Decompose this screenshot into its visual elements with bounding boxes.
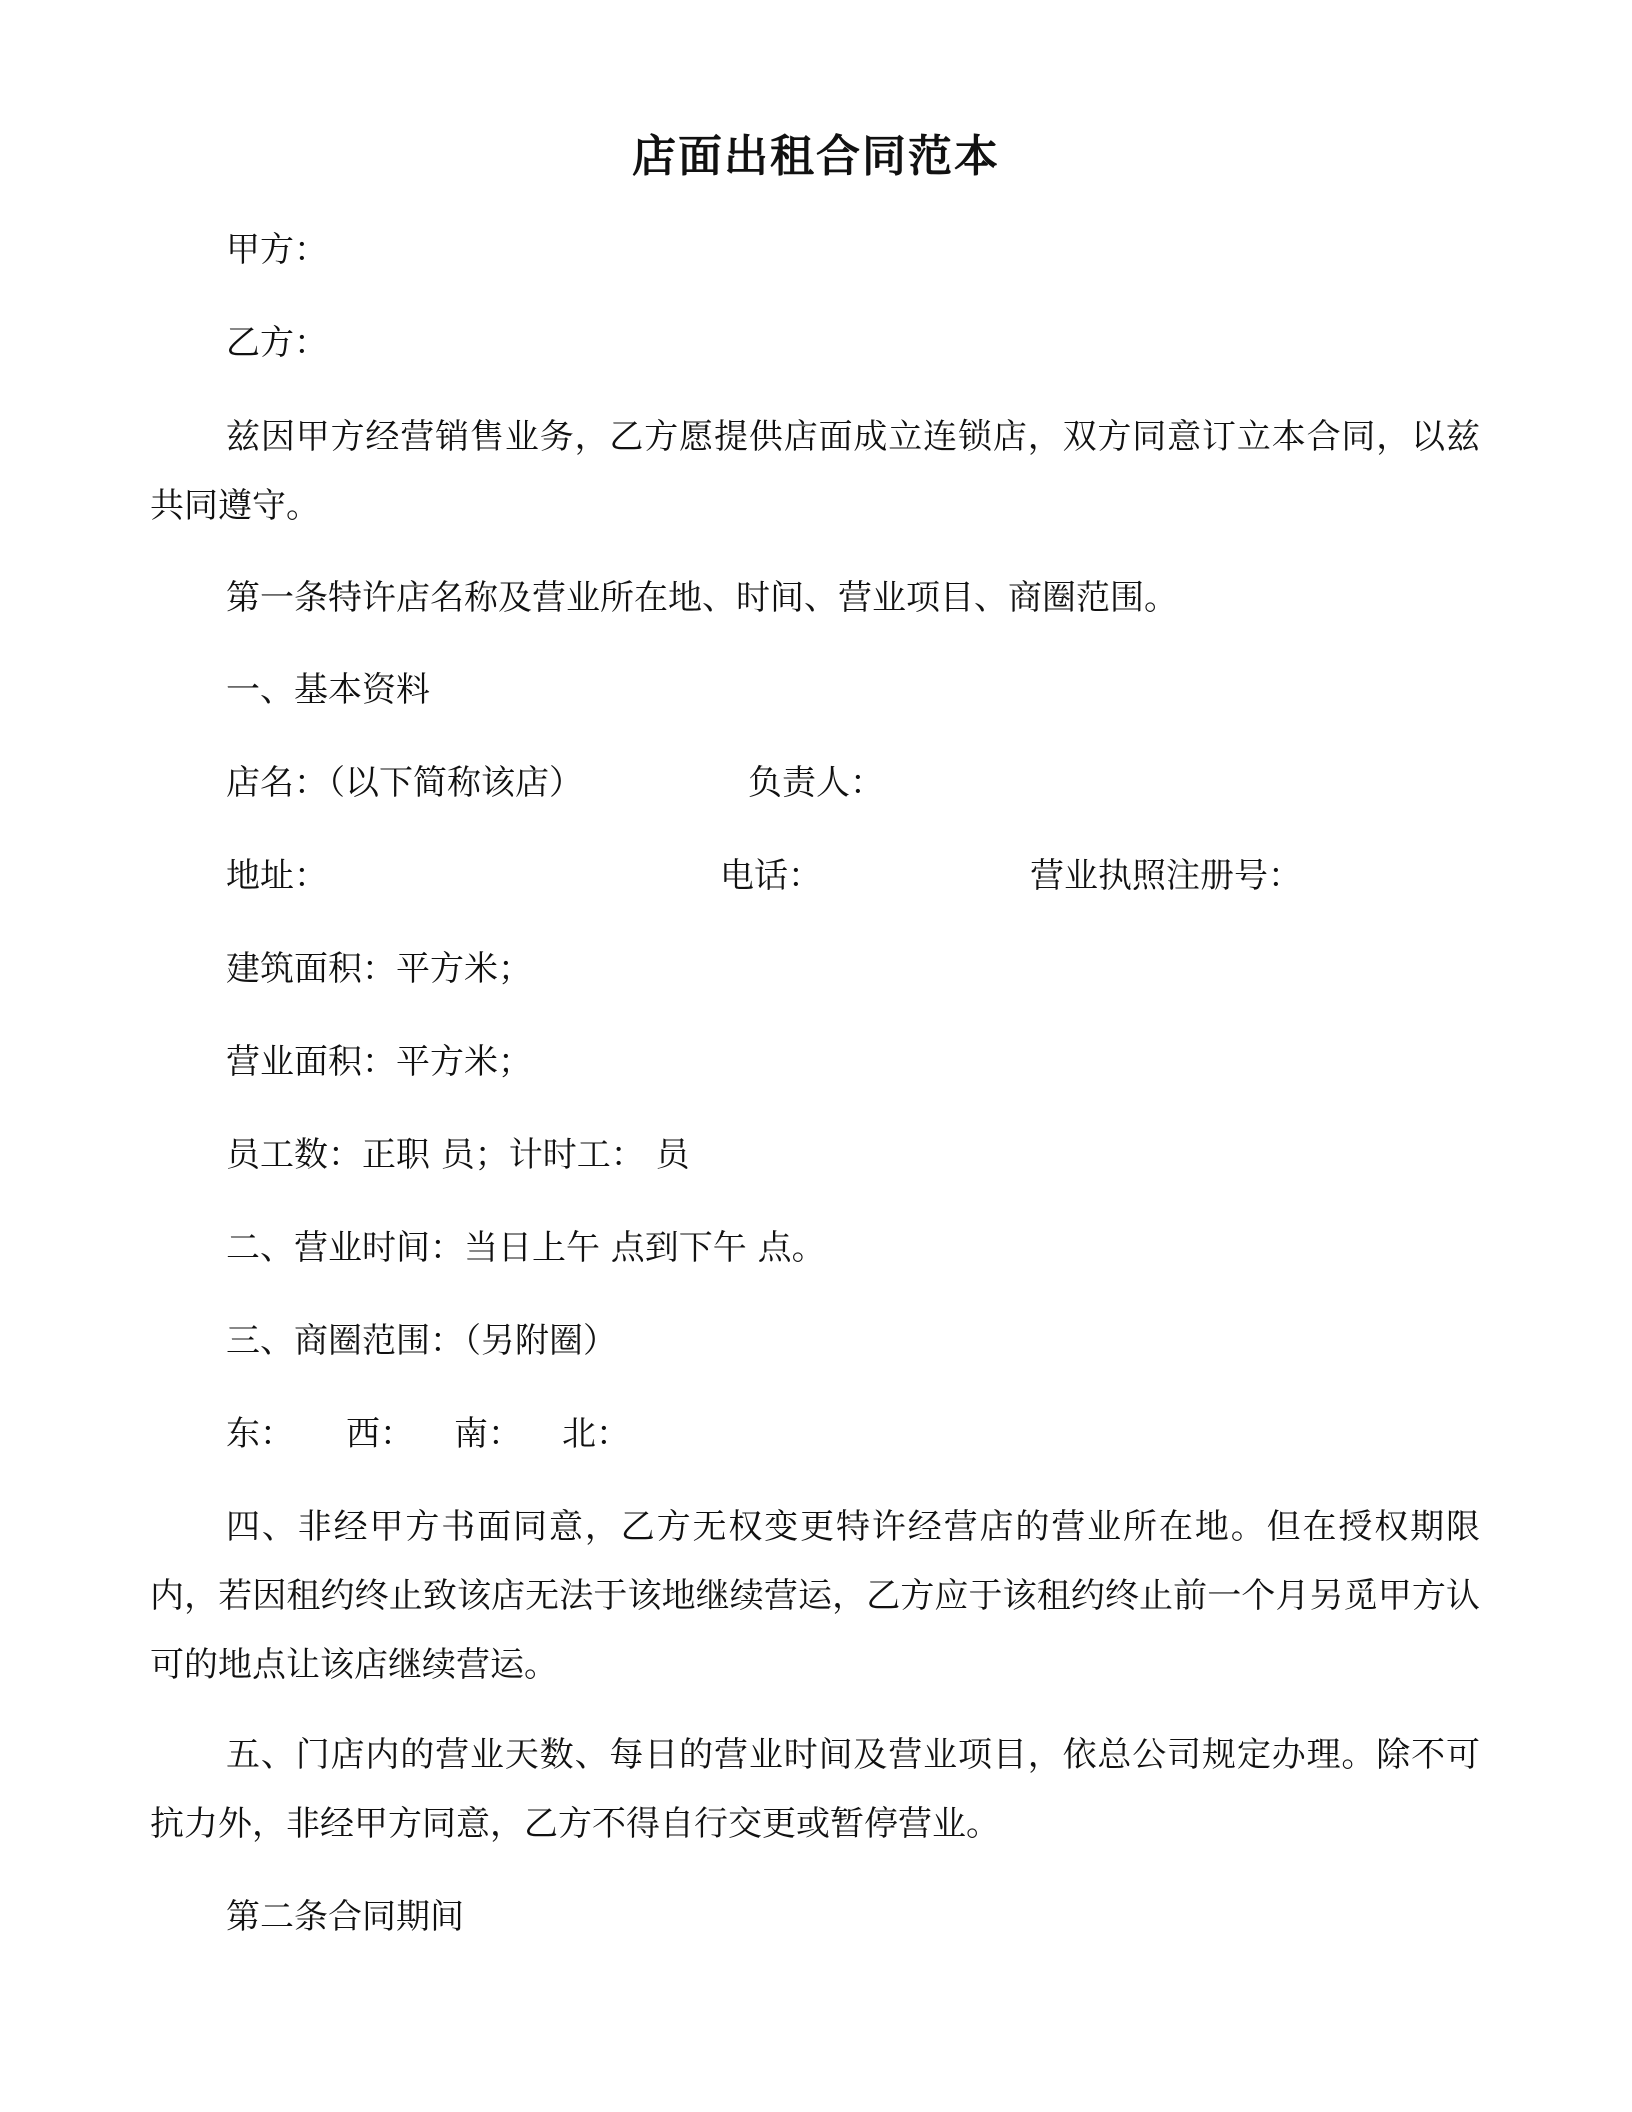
address-field: 地址： [226,856,328,896]
document-title: 店面出租合同范本 [632,131,1000,182]
article-1-heading: 第一条特许店名称及营业所在地、时间、营业项目、商圈范围。 [226,578,1178,618]
article-2-heading: 第二条合同期间 [226,1897,464,1937]
person-in-charge-field: 负责人： [748,763,884,803]
party-b-label: 乙方： [226,323,328,363]
section-1-heading: 一、基本资料 [226,670,430,710]
phone-field: 电话： [720,856,822,896]
store-name-field: 店名：（以下简称该店） [226,763,583,803]
section-3-business-area: 三、商圈范围：（另附圈） [226,1321,617,1361]
north-boundary-field: 北： [562,1414,630,1454]
party-a-label: 甲方： [226,230,328,270]
east-boundary-field: 东： [226,1414,294,1454]
section-5-paragraph: 五、门店内的营业天数、每日的营业时间及营业项目，依总公司规定办理。除不可抗力外，非经甲方同意，乙方不得自行交更或暂停营业。 [150,1735,1480,1844]
business-area-field: 营业面积：平方米； [226,1042,532,1082]
intro-paragraph: 兹因甲方经营销售业务，乙方愿提供店面成立连锁店，双方同意订立本合同，以兹共同遵守。 [150,417,1480,526]
staff-count-field: 员工数：正职 员；计时工： 员 [226,1135,690,1175]
section-4-paragraph: 四、非经甲方书面同意，乙方无权变更特许经营店的营业所在地。但在授权期限内，若因租约终止致该店无法于该地继续营运，乙方应于该租约终止前一个月另觅甲方认可的地点让该店继续营运。 [150,1507,1480,1685]
south-boundary-field: 南： [454,1414,522,1454]
west-boundary-field: 西： [346,1414,414,1454]
building-area-field: 建筑面积：平方米； [226,949,532,989]
license-number-field: 营业执照注册号： [1030,856,1302,896]
section-2-business-hours: 二、营业时间：当日上午 点到下午 点。 [226,1228,826,1268]
